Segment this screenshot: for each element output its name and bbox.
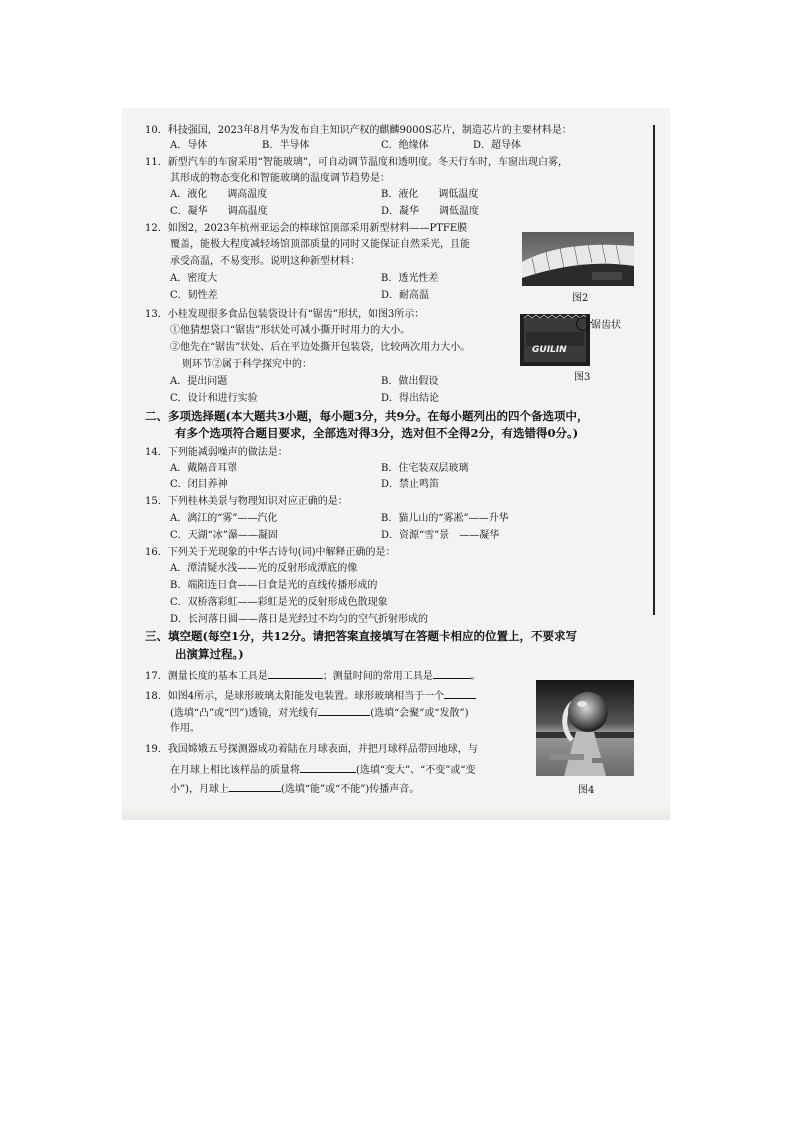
q17-blank-time-tool[interactable] bbox=[433, 668, 471, 679]
q14-option-a: A．戴隔音耳罩 bbox=[170, 463, 238, 474]
q15-option-b: B．猫儿山的“雾凇”——升华 bbox=[381, 513, 509, 524]
q15-stem: 15．下列桂林美景与物理知识对应正确的是： bbox=[145, 496, 348, 507]
q12-stem-line1: 12．如图2，2023年杭州亚运会的棒球馆顶部采用新型材料——PTFE膜 bbox=[145, 223, 468, 234]
q17-blank-length-tool[interactable] bbox=[268, 668, 323, 679]
q15-option-d: D．资源“雪”景 ——凝华 bbox=[381, 530, 500, 541]
q14-option-d: D．禁止鸣笛 bbox=[381, 479, 440, 490]
q18-blank-lens-type[interactable] bbox=[444, 688, 476, 699]
q13-option-a: A．提出问题 bbox=[170, 376, 228, 387]
q10-option-c: C．绝缘体 bbox=[381, 140, 429, 151]
q10-stem: 10．科技强国，2023年8月华为发布自主知识产权的麒麟9000S芯片，制造芯片的主要材料是： bbox=[145, 125, 572, 136]
q19-line3 bbox=[170, 781, 419, 796]
section-3-heading-line2: 出演算过程。) bbox=[175, 647, 244, 661]
q16-option-d: D．长河落日圆——落日是光经过不均匀的空气折射形成的 bbox=[170, 614, 429, 625]
q13-statement-1: ①他猜想袋口“锯齿”形状处可减小撕开时用力的大小。 bbox=[170, 325, 411, 336]
q18-line1 bbox=[145, 688, 476, 703]
section-3-heading-line1: 三、填空题(每空1分，共12分。请把答案直接填写在答题卡相应的位置上，不要求写 bbox=[145, 629, 577, 643]
q10-option-a: A．导体 bbox=[170, 140, 208, 151]
q19-line2 bbox=[170, 762, 475, 777]
q13-statement-2: ②他先在“锯齿”状处、后在平边处撕开包装袋，比较两次用力大小。 bbox=[170, 342, 471, 353]
q18-text-2: (选填“凸”或“凹”)透镜，对光线有 bbox=[170, 708, 319, 719]
q17-text-2: ；测量时间的常用工具是 bbox=[322, 671, 433, 682]
q11-option-a: A．液化 调高温度 bbox=[170, 189, 268, 200]
section-2-heading-line2: 有多个选项符合题目要求，全部选对得3分，选对但不全得2分，有选错得0分。) bbox=[175, 426, 579, 440]
q11-stem-line2: 其形成的物态变化和智能玻璃的温度调节趋势是： bbox=[170, 173, 390, 184]
margin-rule bbox=[653, 125, 655, 615]
q14-option-b: B．住宅装双层玻璃 bbox=[381, 463, 469, 474]
figure-4-solar-sphere-photo bbox=[536, 680, 634, 776]
q19-text-2: 在月球上相比该样品的质量将 bbox=[170, 765, 300, 776]
q12-stem-line3: 承受高温，不易变形。说明这种新型材料： bbox=[170, 256, 360, 267]
q14-stem: 14．下列能减弱噪声的做法是： bbox=[145, 447, 288, 458]
q11-stem-line1: 11．新型汽车的车窗采用“智能玻璃”，可自动调节温度和透明度。冬天行车时，车窗出现白雾， bbox=[145, 157, 568, 168]
q17-line bbox=[145, 668, 481, 683]
q13-option-b: B．做出假设 bbox=[381, 376, 439, 387]
q13-stem: 13．小桂发现很多食品包装袋设计有“锯齿”形状，如图3所示： bbox=[145, 309, 425, 320]
figure-4-caption: 图4 bbox=[578, 785, 595, 796]
q15-option-a: A．漓江的“雾”——汽化 bbox=[170, 513, 278, 524]
q12-stem-line2: 覆盖，能极大程度减轻场馆顶部质量的同时又能保证自然采光，且能 bbox=[170, 239, 470, 250]
glass-sphere-image bbox=[536, 680, 634, 776]
q12-option-a: A．密度大 bbox=[170, 273, 218, 284]
q18-blank-light-effect[interactable] bbox=[318, 705, 370, 716]
q13-statement-3: 则环节②属于科学探究中的： bbox=[182, 359, 312, 370]
figure-3-caption: 图3 bbox=[574, 372, 591, 383]
q12-option-d: D．耐高温 bbox=[381, 290, 430, 301]
q11-option-c: C．凝华 调高温度 bbox=[170, 206, 268, 217]
q10-option-d: D．超导体 bbox=[473, 140, 522, 151]
serration-circle-marker bbox=[576, 317, 590, 331]
q18-text-3: (选填“会聚”或“发散”) bbox=[370, 708, 469, 719]
q13-option-d: D．得出结论 bbox=[381, 393, 440, 404]
figure-2-stadium-photo bbox=[522, 232, 634, 286]
bag-brand-text: GUILIN bbox=[532, 345, 567, 355]
q18-line2 bbox=[170, 705, 469, 720]
q15-option-c: C．天湖“冰”瀑——凝固 bbox=[170, 530, 278, 541]
q18-text-1: 18．如图4所示，是球形玻璃太阳能发电装置。球形玻璃相当于一个 bbox=[145, 691, 445, 702]
stadium-roof-image bbox=[522, 232, 634, 286]
q19-text-4: 小”)，月球上 bbox=[170, 784, 230, 795]
q19-text-3: (选填“变大”、“不变”或“变 bbox=[356, 765, 476, 776]
q17-text-1: 17．测量长度的基本工具是 bbox=[145, 671, 268, 682]
q16-option-a: A．潭清疑水浅——光的反射形成潭底的像 bbox=[170, 563, 358, 574]
q16-stem: 16．下列关于光现象的中华古诗句(词)中解释正确的是： bbox=[145, 547, 396, 558]
figure-2-caption: 图2 bbox=[572, 293, 589, 304]
figure-3-label: 锯齿状 bbox=[591, 320, 621, 331]
q12-option-c: C．韧性差 bbox=[170, 290, 218, 301]
q14-option-c: C．闭目养神 bbox=[170, 479, 228, 490]
q19-blank-mass-change[interactable] bbox=[300, 762, 356, 773]
q11-option-b: B．液化 调低温度 bbox=[381, 189, 479, 200]
q16-option-c: C．双桥落彩虹——彩虹是光的反射形成色散现象 bbox=[170, 597, 388, 608]
section-2-heading-line1: 二、多项选择题(本大题共3小题，每小题3分，共9分。在每小题列出的四个备选项中， bbox=[145, 409, 589, 423]
q18-text-4: 作用。 bbox=[170, 723, 200, 734]
q19-line1: 19．我国嫦娥五号探测器成功着陆在月球表面，并把月球样品带回地球，与 bbox=[145, 744, 478, 755]
q17-text-3: 。 bbox=[470, 671, 481, 682]
q19-blank-sound-propagation[interactable] bbox=[229, 781, 281, 792]
q19-text-5: (选填“能”或“不能”)传播声音。 bbox=[281, 784, 420, 795]
q11-option-d: D．凝华 调低温度 bbox=[381, 206, 480, 217]
q13-option-c: C．设计和进行实验 bbox=[170, 393, 258, 404]
q16-option-b: B．端阳连日食——日食是光的直线传播形成的 bbox=[170, 580, 378, 591]
q12-option-b: B．透光性差 bbox=[381, 273, 439, 284]
q10-option-b: B．半导体 bbox=[262, 140, 310, 151]
